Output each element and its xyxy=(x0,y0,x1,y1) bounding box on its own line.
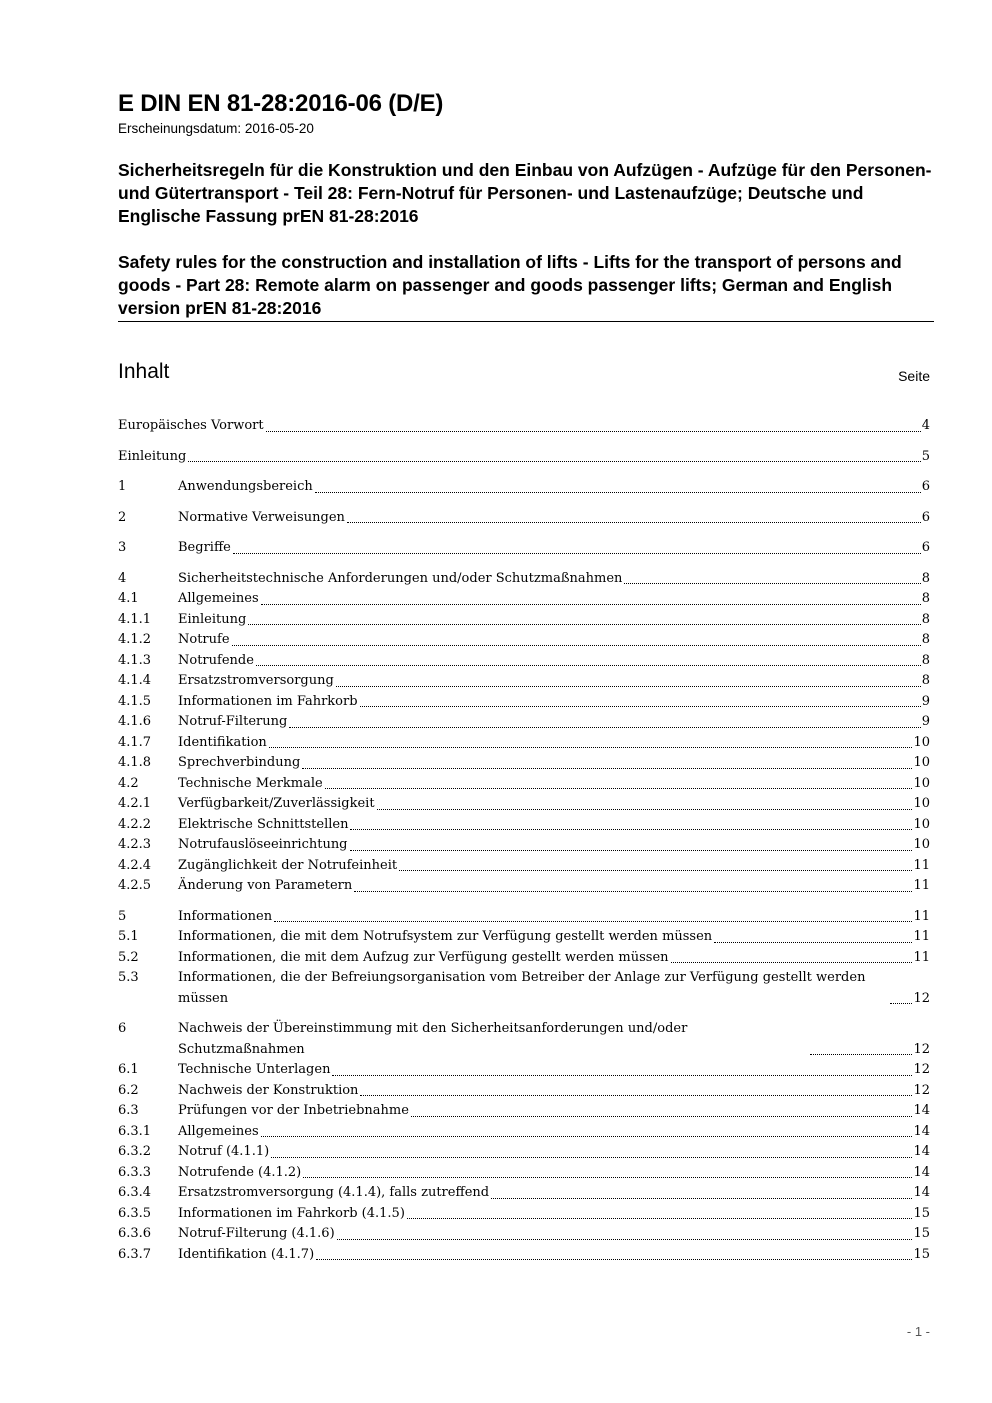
toc-entry-page: 8 xyxy=(921,673,930,688)
toc-entry-number: 6.3.3 xyxy=(118,1164,152,1180)
toc-entry-title: Notrufende (4.1.2) xyxy=(178,1164,302,1180)
toc-entry-page: 15 xyxy=(913,1205,930,1221)
toc-entry-title: Europäisches Vorwort xyxy=(118,418,264,433)
toc-leader xyxy=(271,1157,912,1158)
toc-entry[interactable] xyxy=(118,1204,930,1225)
toc-entry-number: 6.3 xyxy=(118,1103,139,1118)
toc-entry-number: 4.1 xyxy=(118,591,139,606)
toc-leader xyxy=(491,1198,912,1199)
toc-entry-page: 8 xyxy=(921,611,930,627)
toc-entry-number: 4.1.6 xyxy=(118,714,152,729)
toc-entry-number: 6 xyxy=(118,1021,127,1036)
toc-entry-title: Änderung von Parametern xyxy=(178,878,353,893)
toc-entry-number: 5.3 xyxy=(118,970,139,985)
toc-leader xyxy=(337,1239,913,1240)
toc-entry-title: Elektrische Schnittstellen xyxy=(178,816,349,832)
toc-leader xyxy=(289,727,920,728)
toc-entry[interactable] xyxy=(118,651,930,672)
toc-leader xyxy=(261,604,921,605)
toc-entry[interactable] xyxy=(118,753,930,774)
toc-entry-title: Zugänglichkeit der Notrufeinheit xyxy=(178,857,398,873)
toc-leader xyxy=(274,921,912,922)
toc-leader xyxy=(377,809,913,810)
toc-entry[interactable] xyxy=(118,589,930,610)
toc-entry-page: 11 xyxy=(913,878,930,893)
toc-leader xyxy=(360,706,921,707)
toc-leader xyxy=(624,583,920,584)
toc-entry[interactable] xyxy=(118,416,930,437)
toc-entry[interactable] xyxy=(118,1142,930,1163)
toc-entry-title: Einleitung xyxy=(118,448,187,464)
toc-entry[interactable] xyxy=(118,1081,930,1102)
toc-entry-title: Technische Merkmale xyxy=(178,775,323,791)
toc-leader xyxy=(233,553,921,554)
toc-entry-number: 4.2.4 xyxy=(118,857,152,873)
toc-entry-page: 11 xyxy=(913,949,930,965)
toc-leader xyxy=(188,461,920,462)
toc-entry-page: 14 xyxy=(913,1185,930,1200)
toc-entry-title: Informationen xyxy=(178,908,273,924)
toc-entry[interactable] xyxy=(118,876,930,897)
toc-leader xyxy=(325,788,913,789)
toc-leader xyxy=(354,891,912,892)
toc-entry-page: 14 xyxy=(913,1123,930,1139)
toc-entry-page: 5 xyxy=(921,448,930,464)
toc-entry-page: 14 xyxy=(913,1164,930,1180)
toc-entry-title: Identifikation xyxy=(178,734,267,750)
toc-entry[interactable] xyxy=(118,927,930,948)
toc-entry-number: 4.1.7 xyxy=(118,734,152,750)
toc-entry-title: Allgemeines xyxy=(178,1123,259,1139)
table-of-contents xyxy=(118,416,930,1265)
toc-heading: Inhalt xyxy=(118,360,170,383)
toc-entry-title: Begriffe xyxy=(178,540,231,555)
toc-entry-page: 10 xyxy=(913,775,930,791)
toc-entry-number: 4.1.8 xyxy=(118,755,152,770)
toc-leader xyxy=(269,747,913,748)
toc-entry[interactable] xyxy=(118,733,930,754)
toc-leader xyxy=(303,1177,912,1178)
toc-entry-page: 4 xyxy=(921,418,930,433)
toc-entry-title: Sicherheitstechnische Anforderungen und/oder Schutzmaßnahmen xyxy=(178,570,623,586)
toc-leader xyxy=(315,492,921,493)
toc-entry-title: Notruf-Filterung xyxy=(178,714,288,729)
toc-entry-number: 6.3.2 xyxy=(118,1144,152,1159)
toc-entry-page: 8 xyxy=(921,652,930,668)
toc-entry-page: 8 xyxy=(921,570,930,586)
title-english: Safety rules for the construction and installation of lifts - Lifts for the transport of persons and goods - Part 28: Remote alarm on passenger and goods passenger lifts; German and English version prEN 81-28:2016 xyxy=(118,252,902,318)
toc-entry[interactable] xyxy=(118,1245,930,1266)
toc-entry[interactable] xyxy=(118,968,930,1009)
toc-entry[interactable] xyxy=(118,907,930,928)
toc-leader xyxy=(714,942,912,943)
toc-entry[interactable] xyxy=(118,477,930,498)
toc-entry-number: 5.2 xyxy=(118,949,139,965)
toc-entry-number: 4.1.2 xyxy=(118,632,152,647)
toc-entry-number: 2 xyxy=(118,509,127,525)
toc-entry-page: 10 xyxy=(913,816,930,832)
toc-entry-title: Technische Unterlagen xyxy=(178,1062,331,1077)
toc-entry-number: 4 xyxy=(118,570,127,586)
toc-entry[interactable] xyxy=(118,948,930,969)
toc-entry[interactable] xyxy=(118,794,930,815)
toc-entry-title: Ersatzstromversorgung (4.1.4), falls zutreffend xyxy=(178,1185,490,1200)
toc-entry-title: Notrufende xyxy=(178,652,254,668)
toc-page-label: Seite xyxy=(898,368,930,384)
toc-entry[interactable] xyxy=(118,1163,930,1184)
toc-entry[interactable] xyxy=(118,610,930,631)
toc-entry[interactable] xyxy=(118,538,930,559)
toc-entry-title: Allgemeines xyxy=(178,591,259,606)
toc-entry[interactable] xyxy=(118,569,930,590)
toc-entry-number: 4.2.3 xyxy=(118,837,152,852)
toc-leader xyxy=(350,829,912,830)
toc-entry-title: Prüfungen vor der Inbetriebnahme xyxy=(178,1103,409,1118)
toc-entry-page: 8 xyxy=(921,591,930,606)
toc-leader xyxy=(671,962,913,963)
toc-entry[interactable] xyxy=(118,1183,930,1204)
toc-leader xyxy=(248,624,920,625)
toc-entry-number: 4.1.4 xyxy=(118,673,152,688)
toc-entry-page: 9 xyxy=(921,714,930,729)
toc-entry-title: Identifikation (4.1.7) xyxy=(178,1246,315,1262)
title-german: Sicherheitsregeln für die Konstruktion und den Einbau von Aufzügen - Aufzüge für den Personen- und Gütertransport - Teil 28: Fern-Notruf für Personen- und Lastenaufzüge; Deutsche und Englische Fassung prEN 81-28:2016 xyxy=(118,160,932,226)
toc-entry-page: 10 xyxy=(913,796,930,811)
toc-entry[interactable] xyxy=(118,835,930,856)
toc-entry-page: 11 xyxy=(913,929,930,944)
publication-date: Erscheinungsdatum: 2016-05-20 xyxy=(118,121,314,136)
toc-entry-number: 6.3.6 xyxy=(118,1226,152,1241)
title-divider xyxy=(118,321,934,322)
toc-entry[interactable] xyxy=(118,1122,930,1143)
toc-leader xyxy=(347,522,921,523)
toc-entry[interactable] xyxy=(118,1224,930,1245)
toc-entry-number: 1 xyxy=(118,479,127,494)
toc-entry-number: 5.1 xyxy=(118,929,139,944)
toc-entry-page: 11 xyxy=(913,857,930,873)
toc-entry-number: 6.3.4 xyxy=(118,1185,152,1200)
toc-entry[interactable] xyxy=(118,712,930,733)
toc-entry-number: 4.1.1 xyxy=(118,611,152,627)
toc-entry-page: 15 xyxy=(913,1226,930,1241)
toc-leader xyxy=(256,665,921,666)
toc-entry-title: Anwendungsbereich xyxy=(178,479,313,494)
toc-entry[interactable] xyxy=(118,692,930,713)
toc-entry-title: Informationen im Fahrkorb (4.1.5) xyxy=(178,1205,405,1221)
toc-entry-title: Notrufe xyxy=(178,632,230,647)
toc-leader xyxy=(336,686,921,687)
toc-entry[interactable] xyxy=(118,1101,930,1122)
toc-entry-page: 6 xyxy=(921,540,930,555)
toc-entry-page: 6 xyxy=(921,479,930,494)
toc-entry-page: 6 xyxy=(921,509,930,525)
toc-entry[interactable] xyxy=(118,508,930,529)
toc-entry-number: 4.2.1 xyxy=(118,796,152,811)
toc-entry-page: 12 xyxy=(913,1062,930,1077)
toc-entry[interactable] xyxy=(118,671,930,692)
toc-entry[interactable] xyxy=(118,774,930,795)
toc-entry-page: 10 xyxy=(913,755,930,770)
toc-leader xyxy=(890,1003,912,1004)
toc-entry-number: 6.1 xyxy=(118,1062,139,1077)
toc-entry-page: 12 xyxy=(913,1082,930,1098)
toc-leader xyxy=(810,1054,912,1055)
toc-entry-title: Informationen, die mit dem Notrufsystem zur Verfügung gestellt werden müssen xyxy=(178,929,713,944)
toc-entry-title: Informationen im Fahrkorb xyxy=(178,693,358,709)
toc-entry[interactable] xyxy=(118,1019,930,1060)
toc-leader xyxy=(261,1136,913,1137)
toc-entry-page: 15 xyxy=(913,1246,930,1262)
toc-entry-title: Ersatzstromversorgung xyxy=(178,673,334,688)
toc-entry-title: Informationen, die der Befreiungsorganisation vom Betreiber der Anlage zur Verfügung gestellt werden müssen xyxy=(178,970,866,1006)
toc-entry-number: 3 xyxy=(118,540,127,555)
toc-leader xyxy=(302,768,912,769)
toc-entry-page: 10 xyxy=(913,734,930,750)
toc-entry[interactable] xyxy=(118,447,930,468)
toc-leader xyxy=(350,850,913,851)
toc-entry-title: Notruf-Filterung (4.1.6) xyxy=(178,1226,335,1241)
toc-leader xyxy=(232,645,921,646)
toc-entry-page: 8 xyxy=(921,632,930,647)
toc-entry-number: 5 xyxy=(118,908,127,924)
toc-entry-title: Einleitung xyxy=(178,611,247,627)
toc-entry-title: Normative Verweisungen xyxy=(178,509,345,525)
toc-entry-page: 12 xyxy=(913,990,930,1006)
toc-leader xyxy=(332,1075,912,1076)
toc-entry-title: Informationen, die mit dem Aufzug zur Verfügung gestellt werden müssen xyxy=(178,949,669,965)
toc-entry[interactable] xyxy=(118,1060,930,1081)
toc-leader xyxy=(407,1218,913,1219)
toc-entry-number: 4.1.5 xyxy=(118,693,152,709)
toc-leader xyxy=(266,431,921,432)
toc-entry-page: 14 xyxy=(913,1144,930,1159)
toc-entry[interactable] xyxy=(118,856,930,877)
toc-entry-title: Verfügbarkeit/Zuverlässigkeit xyxy=(178,796,375,811)
toc-entry[interactable] xyxy=(118,630,930,651)
toc-entry-number: 6.3.5 xyxy=(118,1205,152,1221)
toc-entry-title: Nachweis der Konstruktion xyxy=(178,1082,359,1098)
toc-entry-number: 6.2 xyxy=(118,1082,139,1098)
toc-entry-title: Sprechverbindung xyxy=(178,755,301,770)
toc-entry-page: 10 xyxy=(913,837,930,852)
toc-leader xyxy=(316,1259,912,1260)
toc-leader xyxy=(411,1116,913,1117)
toc-entry-page: 9 xyxy=(921,693,930,709)
page-number: - 1 - xyxy=(906,1324,930,1339)
toc-entry[interactable] xyxy=(118,815,930,836)
toc-leader xyxy=(399,870,912,871)
toc-entry-page: 11 xyxy=(913,908,930,924)
toc-entry-title: Notruf (4.1.1) xyxy=(178,1144,270,1159)
document-number: E DIN EN 81-28:2016-06 (D/E) xyxy=(118,90,444,117)
toc-entry-page: 12 xyxy=(913,1041,930,1057)
toc-entry-number: 4.2.5 xyxy=(118,878,152,893)
toc-entry-number: 6.3.7 xyxy=(118,1246,152,1262)
toc-entry-title: Notrufauslöseeinrichtung xyxy=(178,837,348,852)
toc-entry-number: 4.2 xyxy=(118,775,139,791)
toc-entry-number: 6.3.1 xyxy=(118,1123,152,1139)
toc-entry-number: 4.2.2 xyxy=(118,816,152,832)
toc-entry-number: 4.1.3 xyxy=(118,652,152,668)
toc-entry-page: 14 xyxy=(913,1103,930,1118)
toc-entry-title: Nachweis der Übereinstimmung mit den Sicherheitsanforderungen und/oder Schutzmaßnahmen xyxy=(178,1021,688,1057)
toc-leader xyxy=(360,1095,912,1096)
